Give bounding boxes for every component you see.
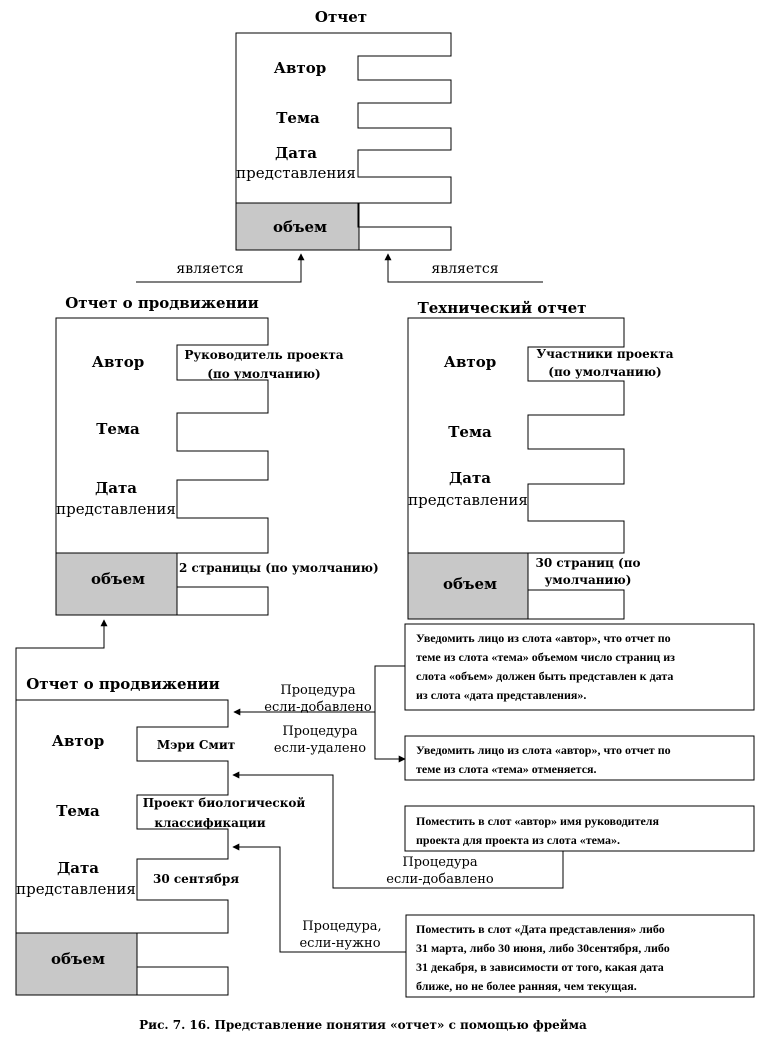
note-notify-deleted xyxy=(405,736,754,780)
proc4-line1: Процедура, xyxy=(302,919,382,934)
frame-technical xyxy=(408,299,674,619)
frame-progress xyxy=(56,294,379,615)
svg-text:31 марта, либо 30 июня, либо 3: 31 марта, либо 30 июня, либо 30сентября, либо xyxy=(416,941,670,955)
svg-text:слота «объем» должен быть пре: слота «объем» должен быть представлен к дата xyxy=(416,669,674,683)
slot-date: Дата xyxy=(448,469,492,487)
slot-date-value: 30 сентября xyxy=(153,872,240,886)
svg-text:из слота «дата представления».: из слота «дата представления». xyxy=(416,688,587,702)
slot-volume: объем xyxy=(272,218,328,236)
proc1-line2: если-добавлено xyxy=(264,700,372,715)
frame-instance-title: Отчет о продвижении xyxy=(26,675,220,693)
frame-report xyxy=(236,8,451,250)
proc1-line1: Процедура xyxy=(280,683,356,698)
slot-topic: Тема xyxy=(448,423,492,441)
frame-technical-title: Технический отчет xyxy=(417,299,587,317)
svg-text:Уведомить лицо из слота «автор: Уведомить лицо из слота «автор», что отчет по xyxy=(416,743,671,757)
slot-topic: Тема xyxy=(276,109,320,127)
slot-date: Дата xyxy=(274,144,318,162)
slot-volume-value: 2 страницы (по умолчанию) xyxy=(179,561,379,575)
slot-volume: объем xyxy=(50,950,106,968)
slot-date-cont: представления xyxy=(16,880,136,898)
slot-topic-value: Проект биологической xyxy=(142,796,306,810)
slot-date: Дата xyxy=(56,859,100,877)
svg-text:проекта для проекта из слота «: проекта для проекта из слота «тема». xyxy=(416,833,621,847)
slot-author: Автор xyxy=(51,732,105,750)
slot-author-value: Мэри Смит xyxy=(156,738,236,752)
svg-text:Поместить в слот «автор» имя р: Поместить в слот «автор» имя руководителя xyxy=(416,814,660,828)
slot-date-cont: представления xyxy=(236,164,356,182)
slot-author: Автор xyxy=(91,353,145,371)
note-set-author xyxy=(405,806,754,851)
slot-volume: объем xyxy=(442,575,498,593)
svg-text:Поместить в слот «Дата предста: Поместить в слот «Дата представления» либо xyxy=(416,922,665,936)
note-set-date xyxy=(406,915,754,997)
svg-text:теме из слота «тема» объемом: теме из слота «тема» объемом число страниц из xyxy=(416,650,675,664)
frame-progress-instance xyxy=(16,675,305,995)
proc3-line1: Процедура xyxy=(402,855,478,870)
proc4-line2: если-нужно xyxy=(299,936,381,951)
slot-author-value: Руководитель проекта xyxy=(184,348,344,362)
proc2-line1: Процедура xyxy=(282,724,358,739)
slot-volume: объем xyxy=(90,570,146,588)
slot-author-value-cont: (по умолчанию) xyxy=(207,367,321,381)
slot-volume-value: 30 страниц (по xyxy=(535,556,641,570)
svg-text:Уведомить лицо из слота «автор: Уведомить лицо из слота «автор», что отчет по xyxy=(416,631,671,645)
slot-date: Дата xyxy=(94,479,138,497)
slot-author-value-cont: (по умолчанию) xyxy=(548,365,662,379)
isa-label-right: является xyxy=(431,261,499,277)
isa-label-left: является xyxy=(176,261,244,277)
slot-topic-value-cont: классификации xyxy=(154,816,266,830)
slot-topic: Тема xyxy=(96,420,140,438)
figure-caption: Рис. 7. 16. Представление понятия «отчет» с помощью фрейма xyxy=(139,1018,587,1032)
slot-date-cont: представления xyxy=(408,491,528,509)
proc2-line2: если-удалено xyxy=(273,741,367,756)
slot-author-value: Участники проекта xyxy=(536,347,674,361)
svg-text:теме из слота «тема» отменяет: теме из слота «тема» отменяется. xyxy=(416,762,597,776)
svg-text:ближе, но не более ранняя, чем: ближе, но не более ранняя, чем текущая. xyxy=(416,979,637,993)
isa-links xyxy=(136,254,543,282)
frame-report-title: Отчет xyxy=(314,8,368,26)
slot-date-cont: представления xyxy=(56,500,176,518)
frame-progress-title: Отчет о продвижении xyxy=(65,294,259,312)
proc3-line2: если-добавлено xyxy=(386,872,494,887)
slot-author: Автор xyxy=(443,353,497,371)
slot-volume-value-cont: умолчанию) xyxy=(544,573,632,587)
slot-topic: Тема xyxy=(56,802,100,820)
note-notify-added xyxy=(405,624,754,710)
slot-author: Автор xyxy=(273,59,327,77)
svg-text:31 декабря, в зависимости от т: 31 декабря, в зависимости от того, какая дата xyxy=(416,960,664,974)
